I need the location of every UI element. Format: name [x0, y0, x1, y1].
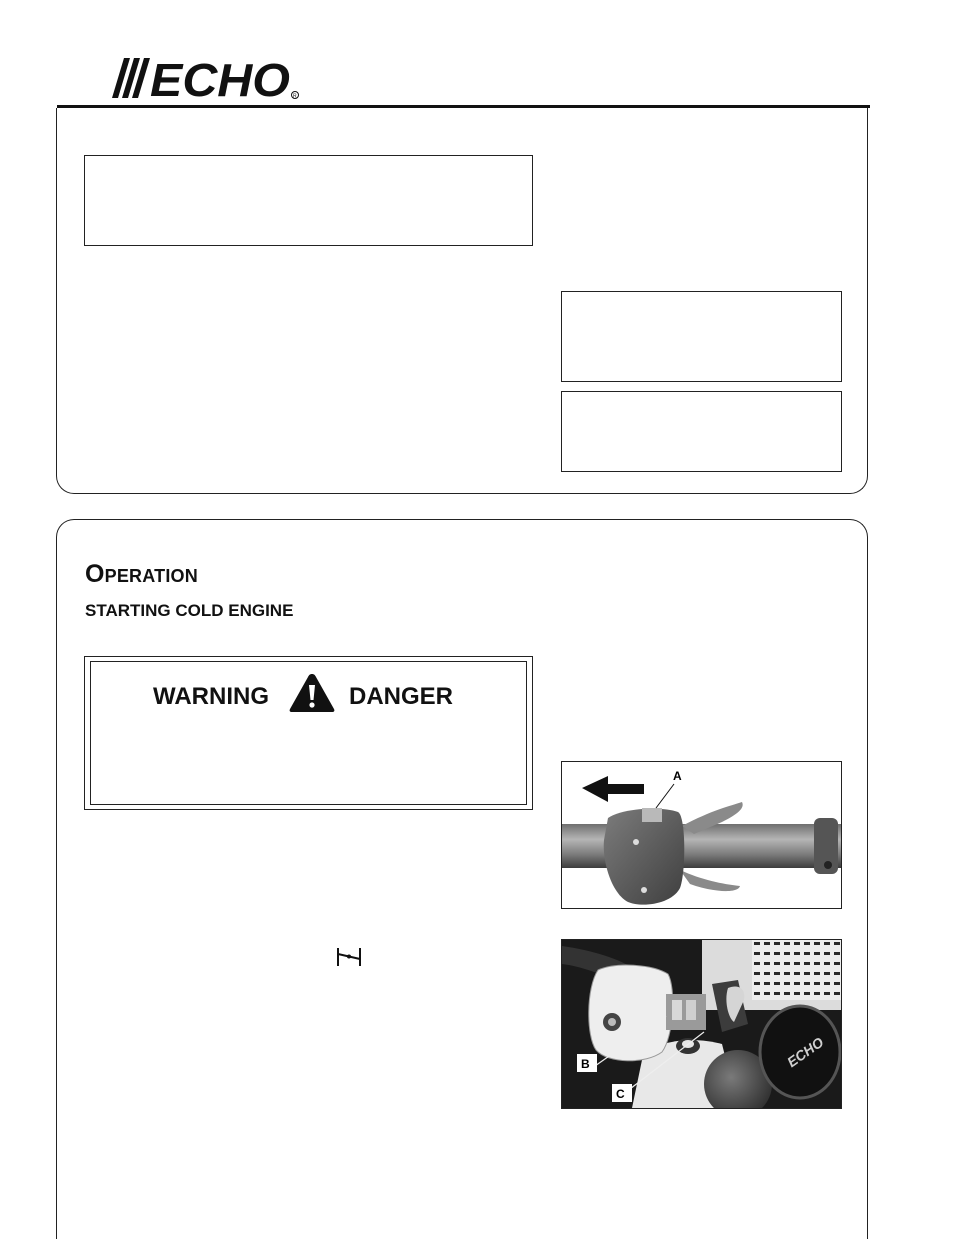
section-title: Operation	[85, 560, 198, 588]
right-box-2	[561, 391, 842, 472]
warning-label: WARNING	[153, 683, 269, 710]
right-box-1	[561, 291, 842, 382]
callout-a: A	[673, 769, 682, 783]
warning-triangle-icon	[289, 673, 335, 713]
choke-closed-icon	[336, 946, 362, 968]
top-left-box	[84, 155, 533, 246]
echo-logo	[112, 58, 302, 100]
danger-label: DANGER	[349, 683, 454, 710]
callout-b: B	[581, 1057, 590, 1071]
svg-text:R: R	[293, 93, 297, 100]
subheading: STARTING COLD ENGINE	[85, 601, 294, 620]
svg-text:ECHO: ECHO	[784, 1033, 827, 1071]
callout-c: C	[616, 1087, 625, 1101]
throttle-photo	[561, 761, 842, 909]
engine-photo	[561, 939, 842, 1109]
svg-text:ECHO: ECHO	[150, 58, 291, 100]
